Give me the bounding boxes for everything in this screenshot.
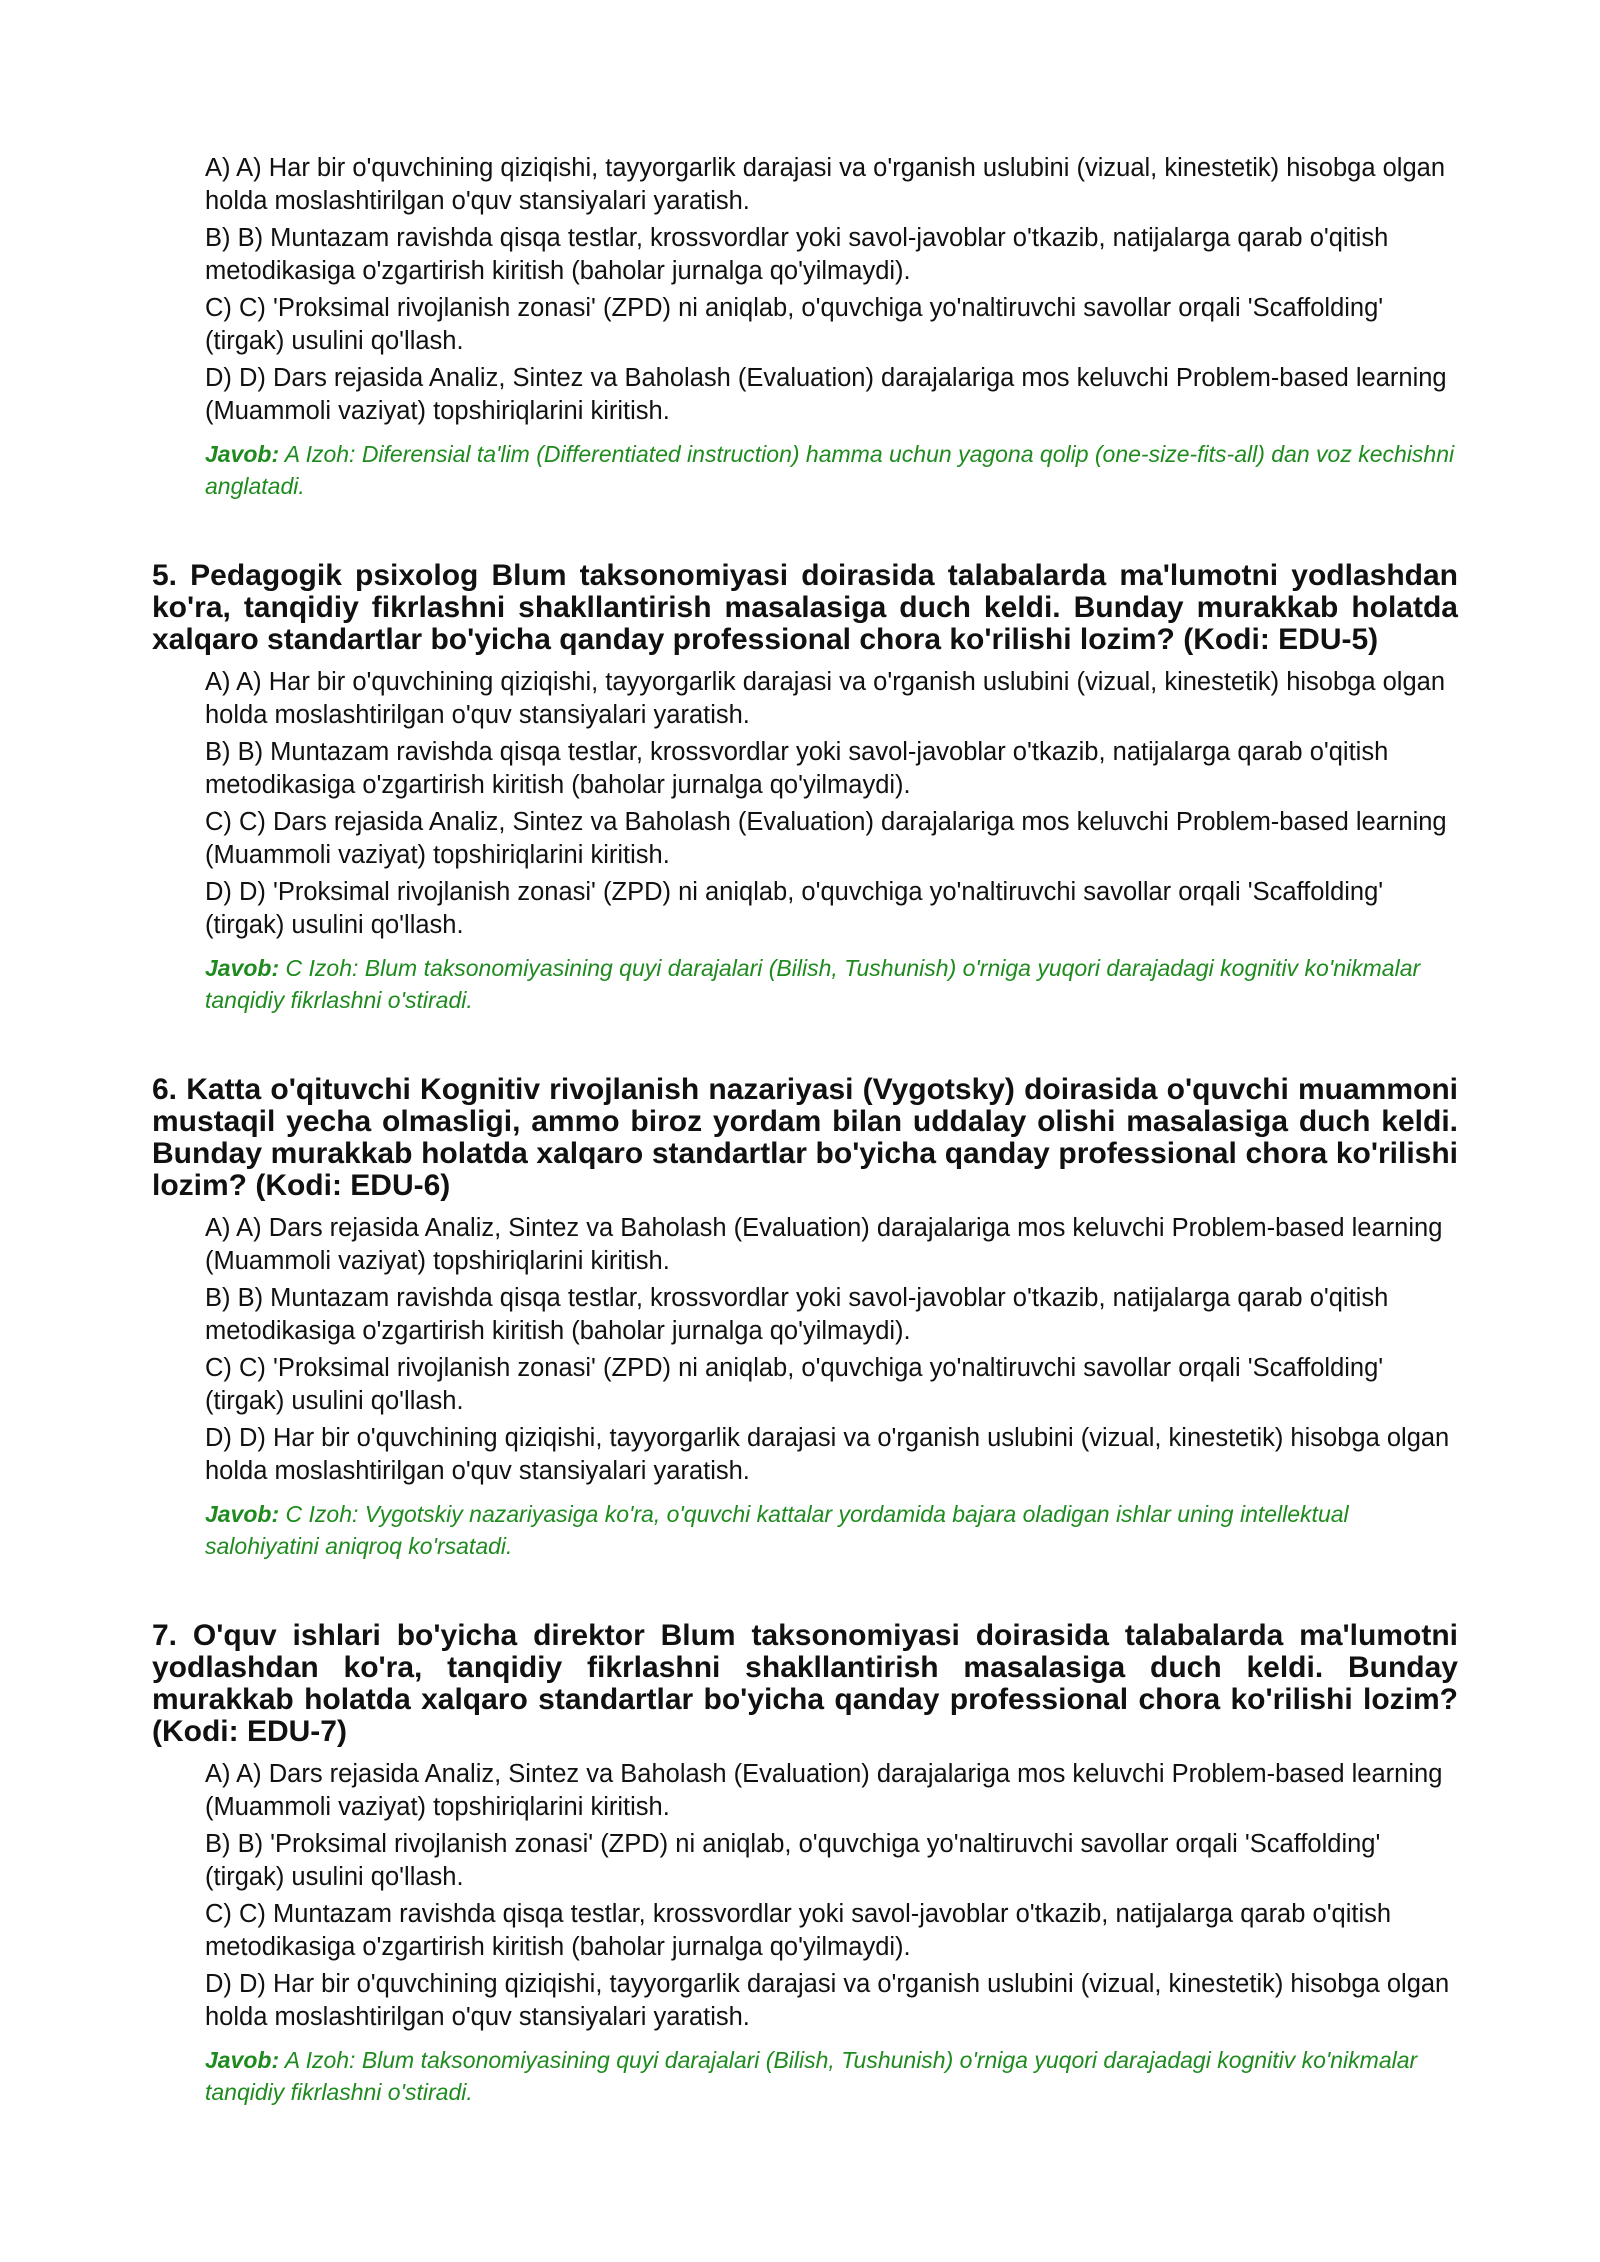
option-a: A) A) Dars rejasida Analiz, Sintez va Baholash (Evaluation) darajalariga mos keluvchi Problem-based learning (Muammoli vaziyat) topshiriqlarini kiritish. [205, 1214, 1443, 1275]
option-list [205, 1212, 1458, 1488]
option-c: C) C) Dars rejasida Analiz, Sintez va Baholash (Evaluation) darajalariga mos keluvchi Problem-based learning (Muammoli vaziyat) topshiriqlarini kiritish. [205, 808, 1447, 869]
question-text: 6. Katta o'qituvchi Kognitiv rivojlanish nazariyasi (Vygotsky) doirasida o'quvchi muammoni mustaqil yecha olmasligi, ammo biroz yordam bilan uddalay olishi masalasiga duch keldi. Bunday murakkab holatda xalqaro standartlar bo'yicha qanday professional chora ko'rilishi lozim? (Kodi: EDU-6) [152, 1073, 1458, 1202]
option-b: B) B) Muntazam ravishda qisqa testlar, krossvordlar yoki savol-javoblar o'tkazib, natijalarga qarab o'qitish metodikasiga o'zgartirish kiritish (baholar jurnalga qo'yilmaydi). [205, 738, 1389, 799]
answer-explanation [205, 1498, 1458, 1562]
question-block-6 [152, 1074, 1458, 1562]
option-c: C) C) 'Proksimal rivojlanish zonasi' (ZPD) ni aniqlab, o'quvchiga yo'naltiruvchi savollar orqali 'Scaffolding' (tirgak) usulini qo'llash. [205, 1354, 1384, 1415]
option-list [205, 666, 1458, 942]
question-block-7 [152, 1620, 1458, 2108]
answer-explanation [205, 2044, 1458, 2108]
option-a: A) A) Dars rejasida Analiz, Sintez va Baholash (Evaluation) darajalariga mos keluvchi Problem-based learning (Muammoli vaziyat) topshiriqlarini kiritish. [205, 1760, 1443, 1821]
option-list [205, 1758, 1458, 2034]
answer-label: Javob: [205, 1501, 280, 1527]
option-d: D) D) Har bir o'quvchining qiziqishi, tayyorgarlik darajasi va o'rganish uslubini (vizual, kinestetik) hisobga olgan holda moslashtirilgan o'quv stansiyalari yaratish. [205, 1424, 1450, 1485]
option-d: D) D) Dars rejasida Analiz, Sintez va Baholash (Evaluation) darajalariga mos keluvchi Problem-based learning (Muammoli vaziyat) topshiriqlarini kiritish. [205, 364, 1447, 425]
option-d: D) D) Har bir o'quvchining qiziqishi, tayyorgarlik darajasi va o'rganish uslubini (vizual, kinestetik) hisobga olgan holda moslashtirilgan o'quv stansiyalari yaratish. [205, 1970, 1450, 2031]
option-c: C) C) Muntazam ravishda qisqa testlar, krossvordlar yoki savol-javoblar o'tkazib, natijalarga qarab o'qitish metodikasiga o'zgartirish kiritish (baholar jurnalga qo'yilmaydi). [205, 1900, 1392, 1961]
answer-text: A Izoh: Blum taksonomiyasining quyi darajalari (Bilish, Tushunish) o'rniga yuqori darajadagi kognitiv ko'nikmalar tanqidiy fikrlashni o'stiradi. [205, 2047, 1418, 2105]
answer-text: A Izoh: Diferensial ta'lim (Differentiated instruction) hamma uchun yagona qolip (one-size-fits-all) dan voz kechishni anglatadi. [205, 441, 1455, 499]
option-c: C) C) 'Proksimal rivojlanish zonasi' (ZPD) ni aniqlab, o'quvchiga yo'naltiruvchi savollar orqali 'Scaffolding' (tirgak) usulini qo'llash. [205, 294, 1384, 355]
option-b: B) B) Muntazam ravishda qisqa testlar, krossvordlar yoki savol-javoblar o'tkazib, natijalarga qarab o'qitish metodikasiga o'zgartirish kiritish (baholar jurnalga qo'yilmaydi). [205, 224, 1389, 285]
answer-label: Javob: [205, 2047, 280, 2073]
answer-text: C Izoh: Vygotskiy nazariyasiga ko'ra, o'quvchi kattalar yordamida bajara oladigan ishlar uning intellektual salohiyatini aniqroq ko'rsatadi. [205, 1501, 1349, 1559]
option-list [205, 152, 1458, 428]
answer-explanation [205, 952, 1458, 1016]
answer-text: C Izoh: Blum taksonomiyasining quyi darajalari (Bilish, Tushunish) o'rniga yuqori darajadagi kognitiv ko'nikmalar tanqidiy fikrlashni o'stiradi. [205, 955, 1421, 1013]
option-d: D) D) 'Proksimal rivojlanish zonasi' (ZPD) ni aniqlab, o'quvchiga yo'naltiruvchi savollar orqali 'Scaffolding' (tirgak) usulini qo'llash. [205, 878, 1384, 939]
question-text: 5. Pedagogik psixolog Blum taksonomiyasi doirasida talabalarda ma'lumotni yodlashdan ko'ra, tanqidiy fikrlashni shakllantirish masalasiga duch keldi. Bunday murakkab holatda xalqaro standartlar bo'yicha qanday professional chora ko'rilishi lozim? (Kodi: EDU-5) [152, 559, 1458, 656]
option-a: A) A) Har bir o'quvchining qiziqishi, tayyorgarlik darajasi va o'rganish uslubini (vizual, kinestetik) hisobga olgan holda moslashtirilgan o'quv stansiyalari yaratish. [205, 668, 1446, 729]
option-a: A) A) Har bir o'quvchining qiziqishi, tayyorgarlik darajasi va o'rganish uslubini (vizual, kinestetik) hisobga olgan holda moslashtirilgan o'quv stansiyalari yaratish. [205, 154, 1446, 215]
document-page [152, 152, 1458, 2108]
option-b: B) B) 'Proksimal rivojlanish zonasi' (ZPD) ni aniqlab, o'quvchiga yo'naltiruvchi savollar orqali 'Scaffolding' (tirgak) usulini qo'llash. [205, 1830, 1381, 1891]
question-text: 7. O'quv ishlari bo'yicha direktor Blum taksonomiyasi doirasida talabalarda ma'lumotni yodlashdan ko'ra, tanqidiy fikrlashni shakllantirish masalasiga duch keldi. Bunday murakkab holatda xalqaro standartlar bo'yicha qanday professional chora ko'rilishi lozim? (Kodi: EDU-7) [152, 1619, 1458, 1748]
question-block-4 [152, 152, 1458, 502]
question-block-5 [152, 560, 1458, 1016]
answer-explanation [205, 438, 1458, 502]
answer-label: Javob: [205, 955, 280, 981]
answer-label: Javob: [205, 441, 280, 467]
option-b: B) B) Muntazam ravishda qisqa testlar, krossvordlar yoki savol-javoblar o'tkazib, natijalarga qarab o'qitish metodikasiga o'zgartirish kiritish (baholar jurnalga qo'yilmaydi). [205, 1284, 1389, 1345]
